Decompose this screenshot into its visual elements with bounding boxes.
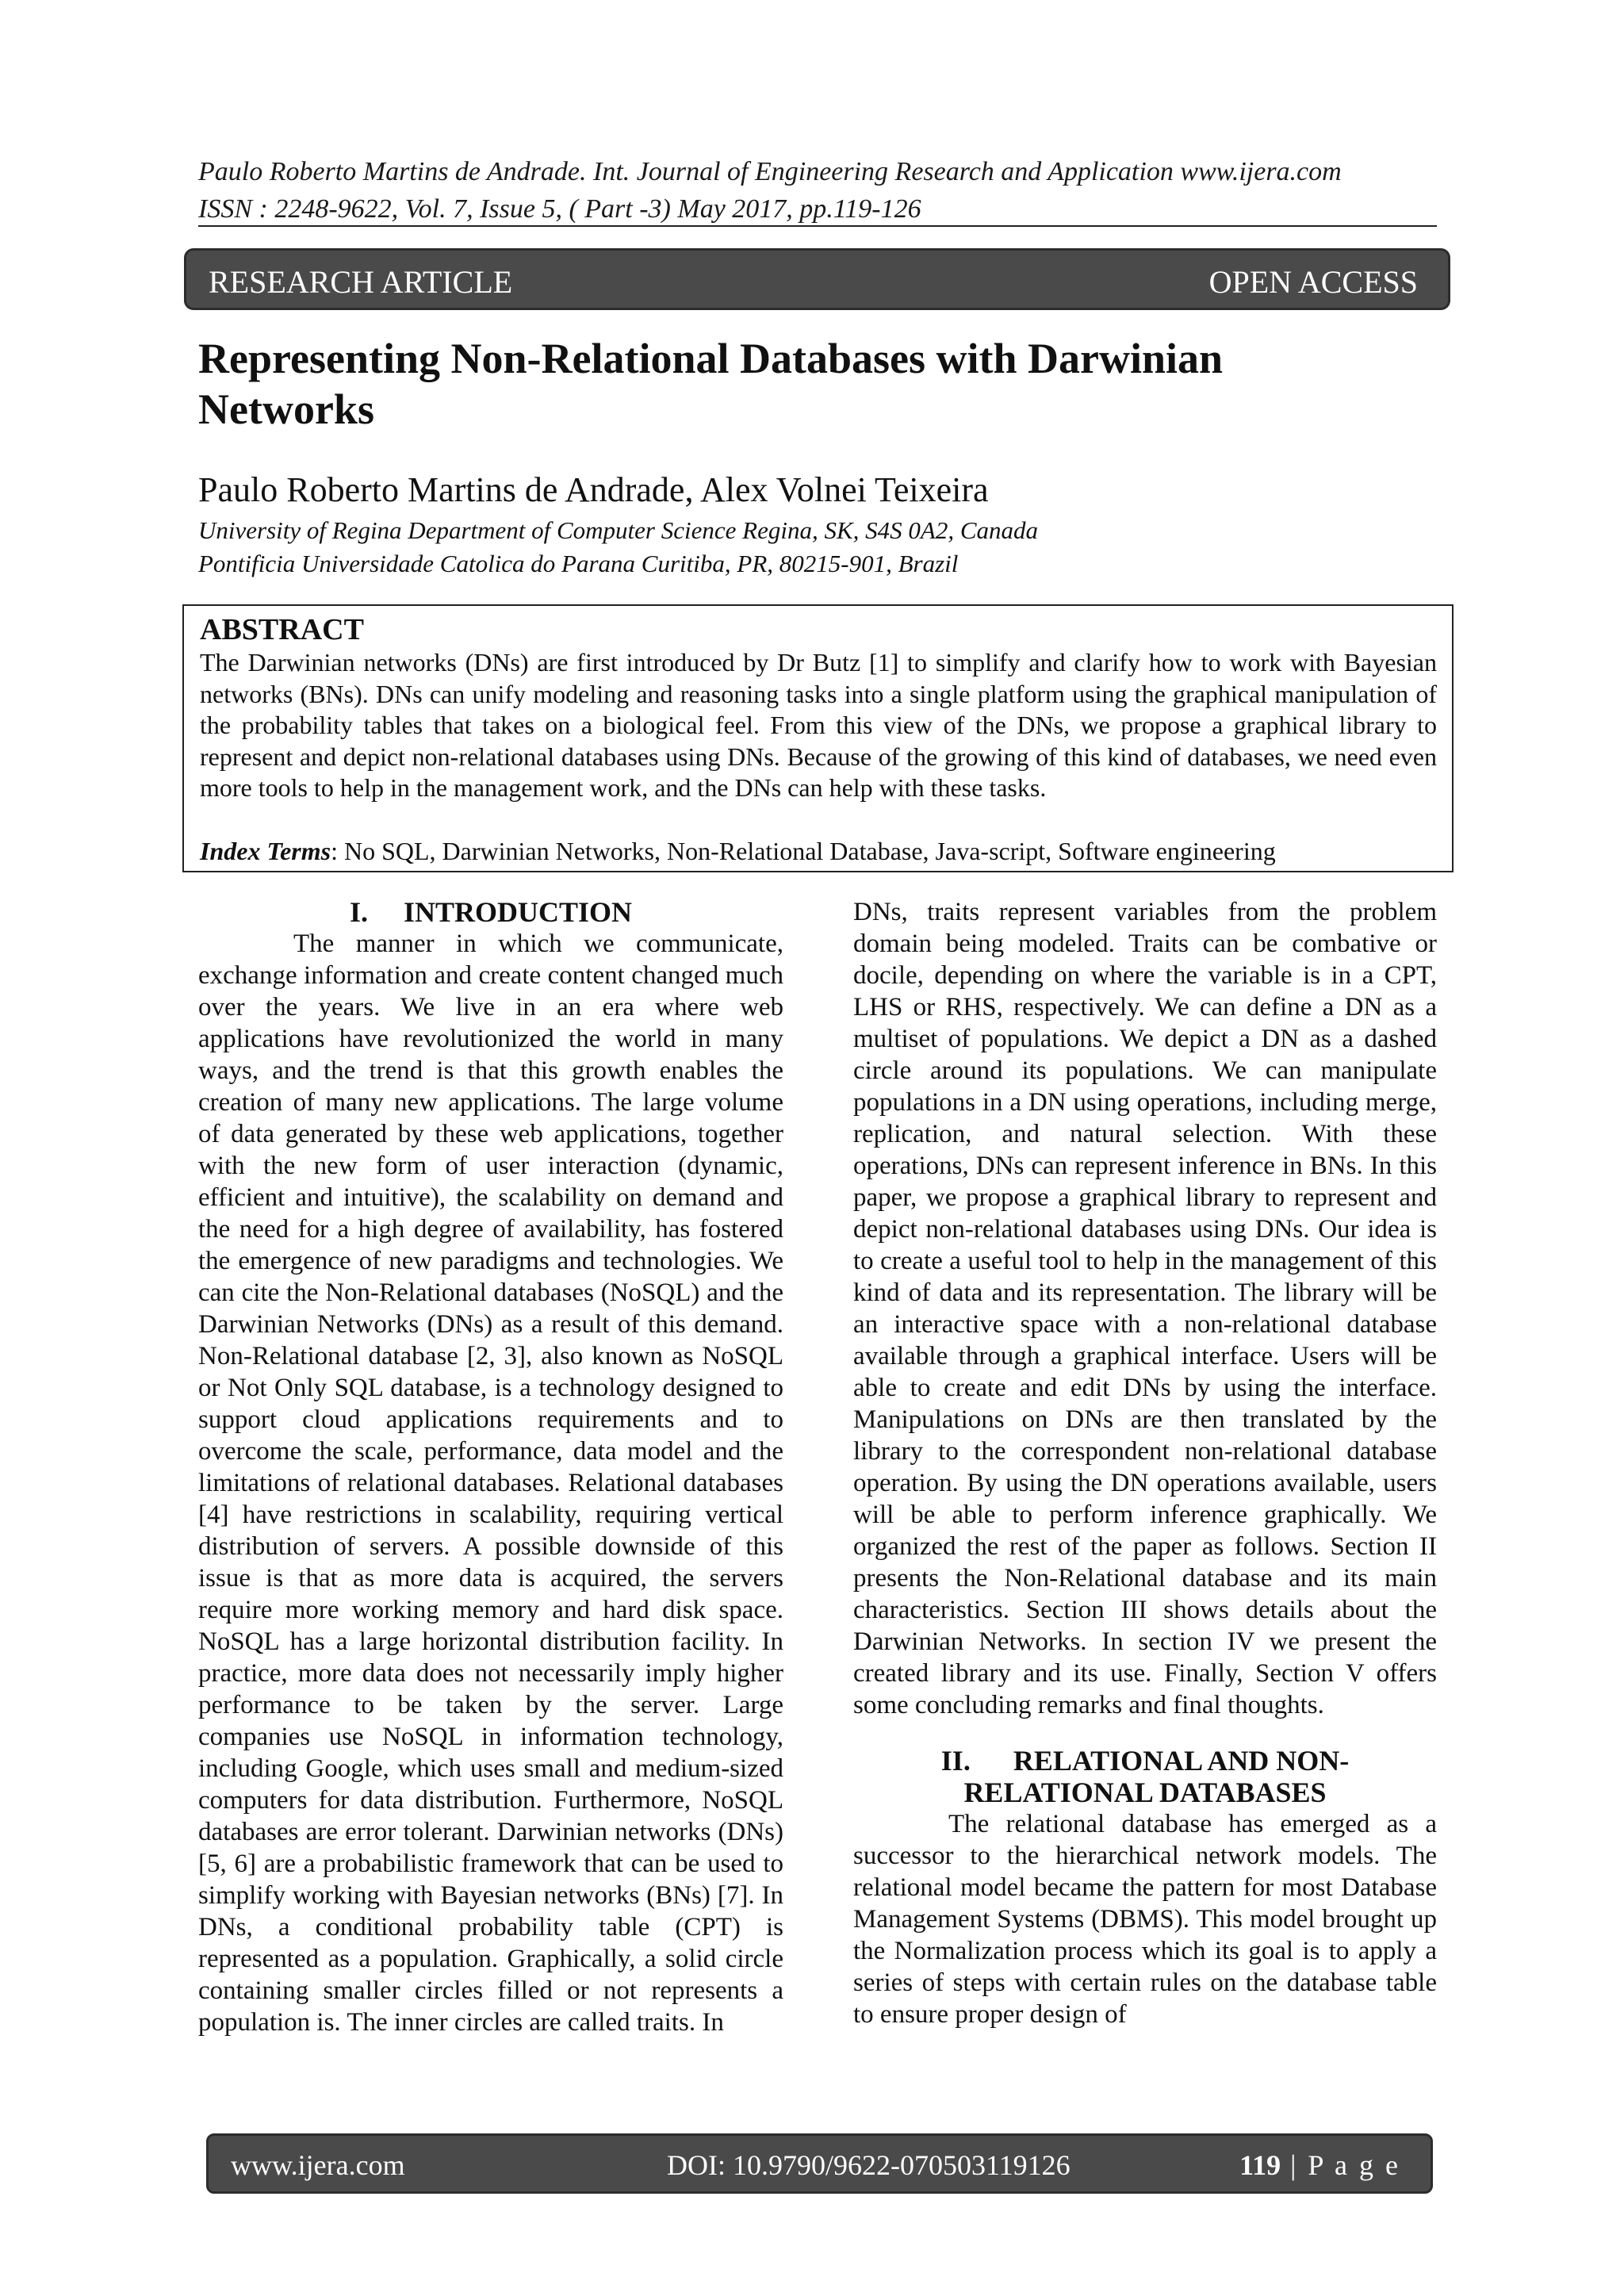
affiliations [198, 514, 1038, 581]
header-rule [198, 225, 1437, 227]
index-terms [200, 836, 1276, 867]
section-heading-relational [853, 1745, 1437, 1808]
left-column [198, 896, 783, 2038]
paper-title: Representing Non-Relational Databases with Darwinian Networks [198, 335, 1224, 433]
journal-citation-line: Paulo Roberto Martins de Andrade. Int. Journal of Engineering Research and Application www.ijera.com [198, 157, 1342, 186]
abstract-box [182, 604, 1454, 872]
intro-paragraph-continued: DNs, traits represent variables from the problem domain being modeled. Traits can be combative or docile, depending on where the variable is in a CPT, LHS or RHS, respectively. We can define a DN as a multiset of populations. We depict a DN as a dashed circle around its populations. We can manipulate populations in a DN using operations, including merge, replication, and natural selection. With these operations, DNs can represent inference in BNs. In this paper, we propose a graphical library to represent and depict non-relational databases using DNs. Our idea is to create a useful tool to help in the management of this kind of data and its representation. The library will be an interactive space with a non-relational database available through a graphical interface. Users will be able to create and edit DNs by using the interface. Manipulations on DNs are then translated by the library to the correspondent non-relational database operation. By using the DN operations available, users will be able to perform inference graphically. We organized the rest of the paper as follows. Section II presents the Non-Relational database and its main characteristics. Section III shows details about the Darwinian Networks. In section IV we present the created library and its use. Finally, Section V offers some concluding remarks and final thoughts. [853, 898, 1437, 1719]
section-heading-relational-line1: II. RELATIONAL AND NON- [940, 1745, 1350, 1777]
author-list: Paulo Roberto Martins de Andrade, Alex Volnei Teixeira [198, 470, 989, 509]
section-heading-introduction: I. INTRODUCTION [349, 896, 633, 928]
article-type-label: RESEARCH ARTICLE [209, 264, 513, 300]
section-heading-relational-line2: RELATIONAL DATABASES [963, 1777, 1327, 1808]
article-type-banner [184, 248, 1450, 310]
footer-doi: DOI: 10.9790/9622-070503119126 [667, 2149, 1071, 2181]
page-label: | P a g e [1281, 2149, 1400, 2181]
right-column [853, 896, 1437, 2030]
section-spacer [853, 1721, 1437, 1745]
page-footer [206, 2133, 1433, 2194]
abstract-text: The Darwinian networks (DNs) are first introduced by Dr Butz [1] to simplify and clarify how to work with Bayesian networks (BNs). DNs can unify modeling and reasoning tasks into a single platform using the graphical manipulation of the probability tables that takes on a biological feel. From this view of the DNs, we propose a graphical library to represent and depict non-relational databases using DNs. Because of the growing of this kind of databases, we need even more tools to help in the management work, and the DNs can help with these tasks. [200, 648, 1437, 802]
footer-website: www.ijera.com [231, 2149, 405, 2181]
relational-paragraph: The relational database has emerged as a successor to the hierarchical network models. The relational model became the pattern for most Database Management Systems (DBMS). This model brought up the Normalization process which its goal is to apply a series of steps with certain rules on the database table to ensure proper design of [853, 1810, 1437, 2029]
intro-paragraph: The manner in which we communicate, exchange information and create content changed much over the years. We live in an era where web applications have revolutionized the world in many ways, and the trend is that this growth enables the creation of many new applications. The large volume of data generated by these web applications, together with the new form of user interaction (dynamic, efficient and intuitive), the scalability on demand and the need for a high degree of availability, has fostered the emergence of new paradigms and technologies. We can cite the Non-Relational databases (NoSQL) and the Darwinian Networks (DNs) as a result of this demand. Non-Relational database [2, 3], also known as NoSQL or Not Only SQL database, is a technology designed to support cloud applications requirements and to overcome the scale, performance, data model and the limitations of relational databases. Relational databases [4] have restrictions in scalability, requiring vertical distribution of servers. A possible downside of this issue is that as more data is acquired, the servers require more working memory and hard disk space. NoSQL has a large horizontal distribution facility. In practice, more data does not necessarily imply higher performance to be taken by the server. Large companies use NoSQL in information technology, including Google, which uses small and medium-sized computers for data distribution. Furthermore, NoSQL databases are error tolerant. Darwinian networks (DNs) [5, 6] are a probabilistic framework that can be used to simplify working with Bayesian networks (BNs) [7]. In DNs, a conditional probability table (CPT) is represented as a population. Graphically, a solid circle containing smaller circles filled or not represents a population is. The inner circles are called traits. In [198, 930, 783, 2037]
abstract-heading: ABSTRACT [200, 613, 364, 646]
page-number: 119 [1239, 2149, 1281, 2181]
issn-line: ISSN : 2248-9622, Vol. 7, Issue 5, ( Part -3) May 2017, pp.119-126 [198, 194, 921, 224]
affiliation-1: University of Regina Department of Computer Science Regina, SK, S4S 0A2, Canada [198, 516, 1038, 544]
index-terms-list: : No SQL, Darwinian Networks, Non-Relational Database, Java-script, Software engineering [331, 837, 1276, 865]
index-terms-label: Index Terms [200, 837, 331, 865]
running-header [198, 153, 1435, 228]
affiliation-2: Pontificia Universidade Catolica do Parana Curitiba, PR, 80215-901, Brazil [198, 550, 959, 577]
access-label: OPEN ACCESS [1208, 264, 1418, 300]
footer-page [1239, 2148, 1400, 2182]
